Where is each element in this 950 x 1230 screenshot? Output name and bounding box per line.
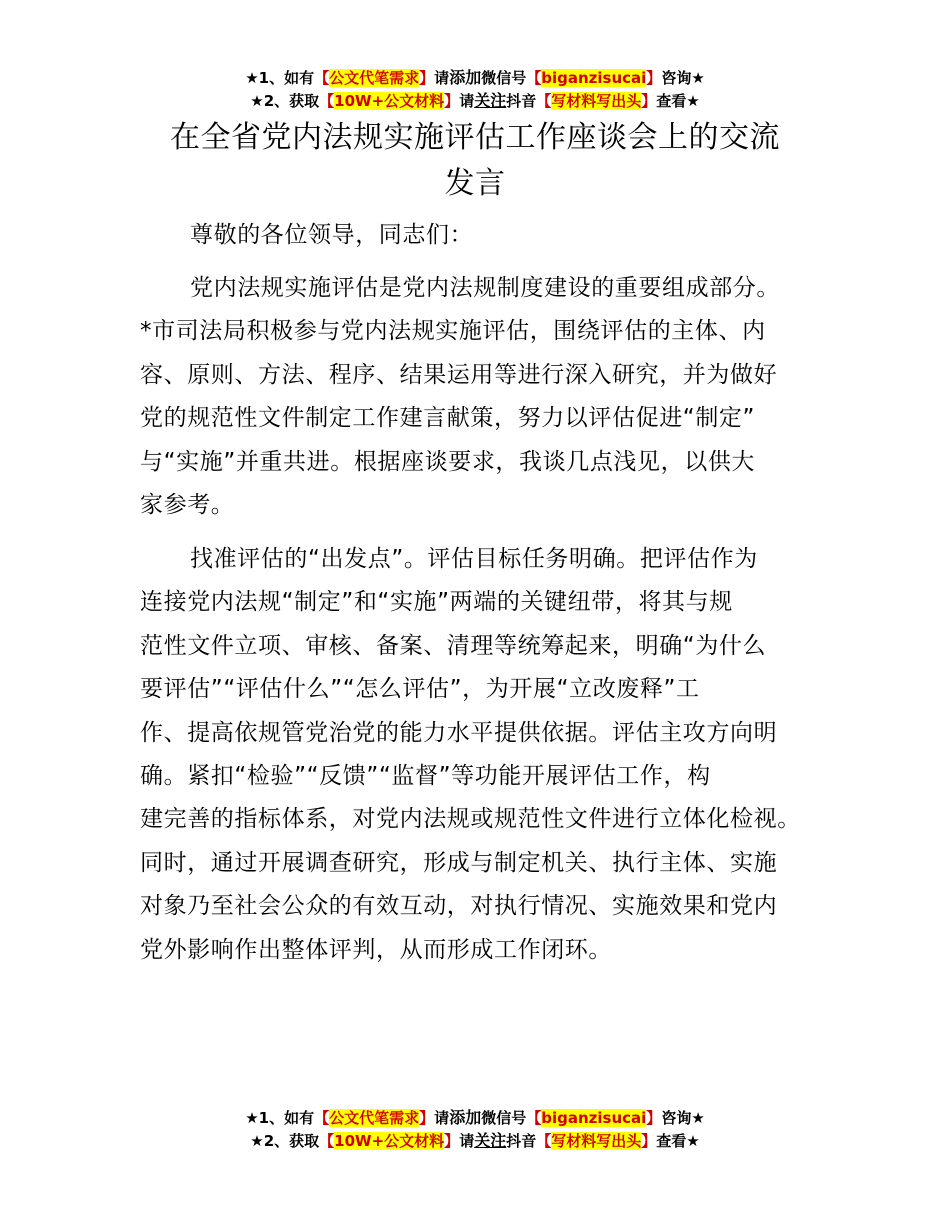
promo-text: 微信号: [481, 69, 527, 87]
bracket: 】: [444, 1132, 460, 1150]
promo-text: 查看★: [656, 92, 700, 110]
promo-text: 请: [434, 1109, 450, 1127]
wechat-id-highlight: biganzisucai: [541, 1109, 647, 1127]
promo-text: 抖音: [506, 1132, 537, 1150]
douyin-id-highlight: 写材料写出头: [551, 92, 642, 110]
bracket: 【: [314, 1109, 330, 1127]
paragraph-line: 找准评估的“出发点”。评估目标任务明确。把评估作为: [190, 546, 758, 572]
promo-text: ★2、获取: [250, 92, 320, 110]
paragraph-line: 对象乃至社会公众的有效互动，对执行情况、实施效果和党内: [140, 893, 778, 920]
paragraph-line: 作、提高依规管党治党的能力水平提供依据。评估主攻方向明: [140, 719, 778, 746]
promo-text: 咨询★: [661, 69, 705, 87]
promo-line-wechat: [0, 66, 950, 89]
promo-emphasis: 添加: [449, 1108, 482, 1127]
promo-text: 请: [459, 1132, 475, 1150]
bracket: 】: [419, 1109, 435, 1127]
promo-line-wechat: [0, 1106, 950, 1129]
paragraph-intro: [140, 267, 830, 527]
promo-highlight: 10W+公文材料: [334, 1132, 445, 1150]
promo-text: 抖音: [506, 92, 537, 110]
bracket: 】: [646, 69, 662, 87]
bracket: 】: [419, 69, 435, 87]
bracket: 【: [526, 69, 542, 87]
promo-emphasis: 关注: [474, 1131, 507, 1150]
document-title: [140, 115, 810, 207]
paragraph-line: 党外影响作出整体评判，从而形成工作闭环。: [140, 936, 612, 963]
douyin-id-highlight: 写材料写出头: [551, 1132, 642, 1150]
bracket: 【: [314, 69, 330, 87]
paragraph-line: 同时，通过开展调查研究，形成与制定机关、执行主体、实施: [140, 849, 778, 876]
wechat-id-highlight: biganzisucai: [541, 69, 647, 87]
bracket: 【: [319, 1132, 335, 1150]
bracket: 【: [526, 1109, 542, 1127]
bracket: 】: [641, 1132, 657, 1150]
paragraph-line: 连接党内法规“制定”和“实施”两端的关键纽带，将其与规: [140, 589, 733, 616]
promo-text: ★1、如有: [245, 1109, 315, 1127]
salutation-line: 尊敬的各位领导，同志们：: [190, 222, 474, 248]
paragraph-line: 与“实施”并重共进。根据座谈要求，我谈几点浅见，以供大: [140, 448, 756, 475]
paragraph-line: 建完善的指标体系，对党内法规或规范性文件进行立体化检视。: [140, 806, 801, 833]
top-promo-banner: [0, 66, 950, 112]
paragraph-line: 党内法规实施评估是党内法规制度建设的重要组成部分。: [190, 275, 780, 301]
promo-highlight: 公文代笔需求: [329, 1109, 420, 1127]
promo-text: 查看★: [656, 1132, 700, 1150]
bracket: 【: [536, 92, 552, 110]
promo-line-douyin: [0, 1129, 950, 1152]
paragraph-line: 要评估”“评估什么”“怎么评估”，为开展“立改废释”工: [140, 676, 700, 703]
promo-highlight: 公文代笔需求: [329, 69, 420, 87]
bracket: 】: [641, 92, 657, 110]
bracket: 【: [319, 92, 335, 110]
paragraph-line: 家参考。: [140, 491, 235, 518]
promo-text: 微信号: [481, 1109, 527, 1127]
promo-text: 请: [459, 92, 475, 110]
paragraph-starting-point: [140, 538, 830, 972]
bracket: 】: [444, 92, 460, 110]
paragraph-line: 范性文件立项、审核、备案、清理等统筹起来，明确“为什么: [140, 632, 767, 659]
title-line: 发言: [444, 166, 506, 201]
promo-emphasis: 添加: [449, 68, 482, 87]
promo-emphasis: 关注: [474, 91, 507, 110]
promo-highlight: 10W+公文材料: [334, 92, 445, 110]
promo-text: 请: [434, 69, 450, 87]
bracket: 】: [646, 1109, 662, 1127]
salutation: [140, 214, 830, 257]
promo-text: ★1、如有: [245, 69, 315, 87]
bottom-promo-banner: [0, 1106, 950, 1152]
paragraph-line: 党的规范性文件制定工作建言献策，努力以评估促进“制定”: [140, 405, 756, 432]
promo-text: ★2、获取: [250, 1132, 320, 1150]
title-line: 在全省党内法规实施评估工作座谈会上的交流: [170, 120, 780, 155]
bracket: 【: [536, 1132, 552, 1150]
paragraph-line: 容、原则、方法、程序、结果运用等进行深入研究，并为做好: [140, 361, 778, 388]
promo-text: 咨询★: [661, 1109, 705, 1127]
paragraph-line: 确。紧扣“检验”“反馈”“监督”等功能开展评估工作，构: [140, 762, 711, 789]
promo-line-douyin: [0, 89, 950, 112]
paragraph-line: *市司法局积极参与党内法规实施评估，围绕评估的主体、内: [140, 318, 766, 345]
